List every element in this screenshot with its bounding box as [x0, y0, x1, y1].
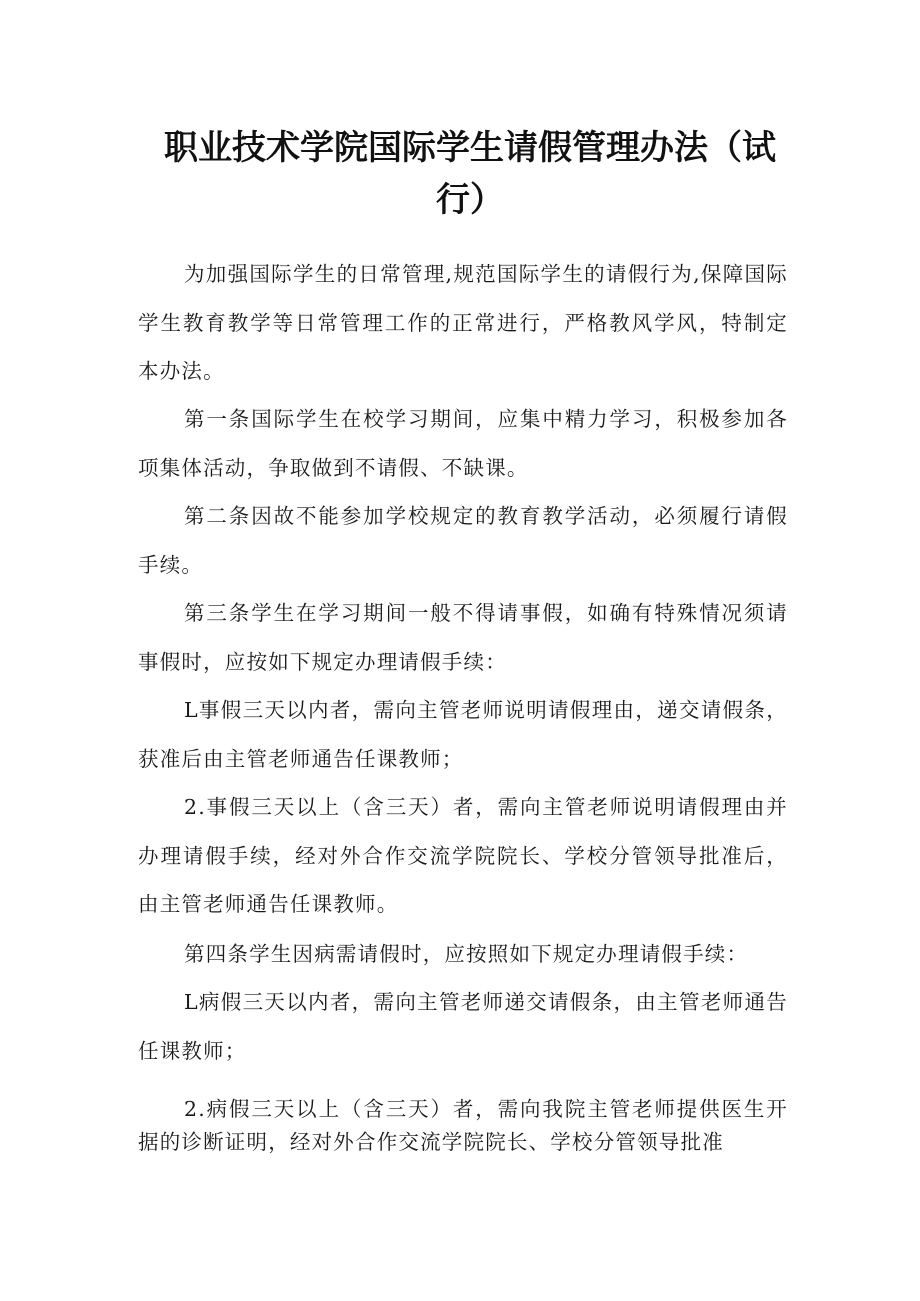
personal-leave-item-2: 2.事假三天以上（含三天）者，需向主管老师说明请假理由并办理请假手续，经对外合作交流学院院长、学校分管领导批准后，由主管老师通告任课教师。: [138, 795, 788, 916]
sick-leave-item-2: 2.病假三天以上（含三天）者，需向我院主管老师提供医生开据的诊断证明，经对外合作交流学院院长、学校分管领导批准: [138, 1097, 788, 1154]
document-title: 职业技术学院国际学生请假管理办法（试行）: [164, 128, 776, 220]
article-3-paragraph: 第三条学生在学习期间一般不得请事假，如确有特殊情况须请事假时，应按如下规定办理请假手续：: [138, 601, 788, 674]
intro-paragraph: 为加强国际学生的日常管理,规范国际学生的请假行为,保障国际学生教育教学等日常管理工作的正常进行，严格教风学风，特制定本办法。: [138, 262, 788, 383]
article-1-paragraph: 第一条国际学生在校学习期间，应集中精力学习，积极参加各项集体活动，争取做到不请假、不缺课。: [138, 407, 788, 480]
article-2-paragraph: 第二条因故不能参加学校规定的教育教学活动，必须履行请假手续。: [138, 504, 788, 577]
article-4-paragraph: 第四条学生因病需请假时，应按照如下规定办理请假手续：: [184, 942, 749, 966]
personal-leave-item-1: L事假三天以内者，需向主管老师说明请假理由，递交请假条，获准后由主管老师通告任课教师；: [138, 698, 788, 771]
sick-leave-item-1: L病假三天以内者，需向主管老师递交请假条，由主管老师通告任课教师；: [138, 990, 788, 1063]
